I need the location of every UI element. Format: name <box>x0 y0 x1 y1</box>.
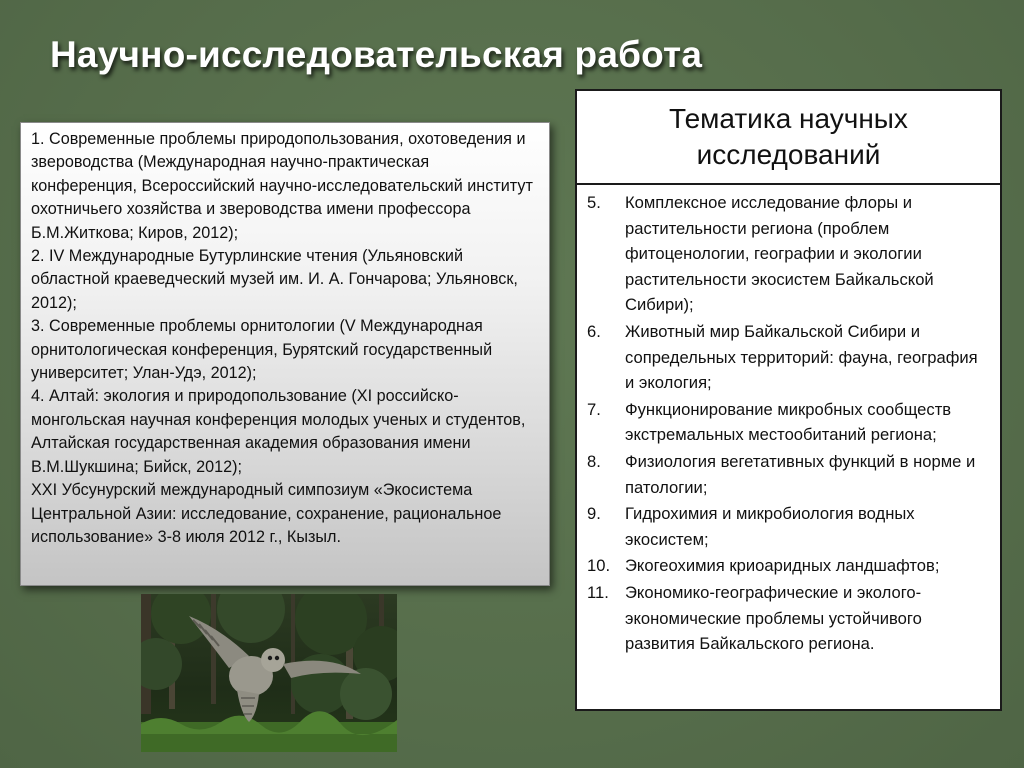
item-number: 8. <box>587 451 601 471</box>
item-number: 10. <box>587 556 611 576</box>
list-item <box>587 501 990 552</box>
topics-header: Тематика научных исследований <box>577 91 1000 185</box>
item-number: 5. <box>587 193 601 212</box>
item-number: 7. <box>587 399 601 419</box>
list-item <box>587 397 990 448</box>
item-number: 6. <box>587 321 601 341</box>
item-text: Экономико-географические и эколого-экономические проблемы устойчивого развития Байкальского региона. <box>625 582 922 654</box>
topics-list <box>577 185 1000 657</box>
conferences-box <box>20 122 550 586</box>
item-text: Физиология вегетативных функций в норме и патологии; <box>625 451 976 497</box>
item-number: 11. <box>587 582 609 602</box>
slide-title: Научно-исследовательская работа <box>50 34 703 75</box>
list-item <box>587 553 990 579</box>
conference-item: 2. IV Международные Бутурлинские чтения (Ульяновский областной краеведческий музей им. И. А. Гончарова; Ульяновск, 2012); <box>31 247 518 312</box>
item-text: Животный мир Байкальской Сибири и сопредельных территорий: фауна, география и экология; <box>625 321 978 393</box>
conference-item: 4. Алтай: экология и природопользование (XI российско-монгольская научная конференция молодых ученых и студентов, Алтайская государственная академия образования имени В.М.Шукшина; Бийск, 2012); <box>31 387 526 476</box>
list-item <box>587 319 990 396</box>
item-text: Экогеохимия криоаридных ландшафтов; <box>625 556 940 576</box>
conference-item: XXI Убсунурский международный симпозиум «Экосистема Центральной Азии: исследование, сохранение, рациональное использование» 3-8 июля 2012 г., Кызыл. <box>31 481 502 546</box>
conference-item: 1. Современные проблемы природопользования, охотоведения и звероводства (Международная научно-практическая конференция, Всероссийский научно-исследовательский институт охотничьего хозяйства и звероводства имени профессора Б.М.Житкова; Киров, 2012); <box>31 130 533 242</box>
owl-illustration <box>141 594 397 752</box>
owl-photo <box>141 594 397 752</box>
list-item <box>587 449 990 500</box>
item-number: 9. <box>587 504 601 524</box>
list-item <box>587 580 990 657</box>
item-text: Функционирование микробных сообществ экстремальных местообитаний региона; <box>625 399 952 445</box>
research-topics-panel <box>575 89 1002 711</box>
conference-item: 3. Современные проблемы орнитологии (V Международная орнитологическая конференция, Бурятский государственный университет; Улан-Удэ, 2012); <box>31 317 493 383</box>
list-item <box>587 190 990 318</box>
item-text: Гидрохимия и микробиология водных экосистем; <box>625 504 915 549</box>
item-text: Комплексное исследование флоры и растительности региона (проблем фитоценологии, географии и экологии растительности экосистем Байкальской Сибири); <box>625 193 934 315</box>
